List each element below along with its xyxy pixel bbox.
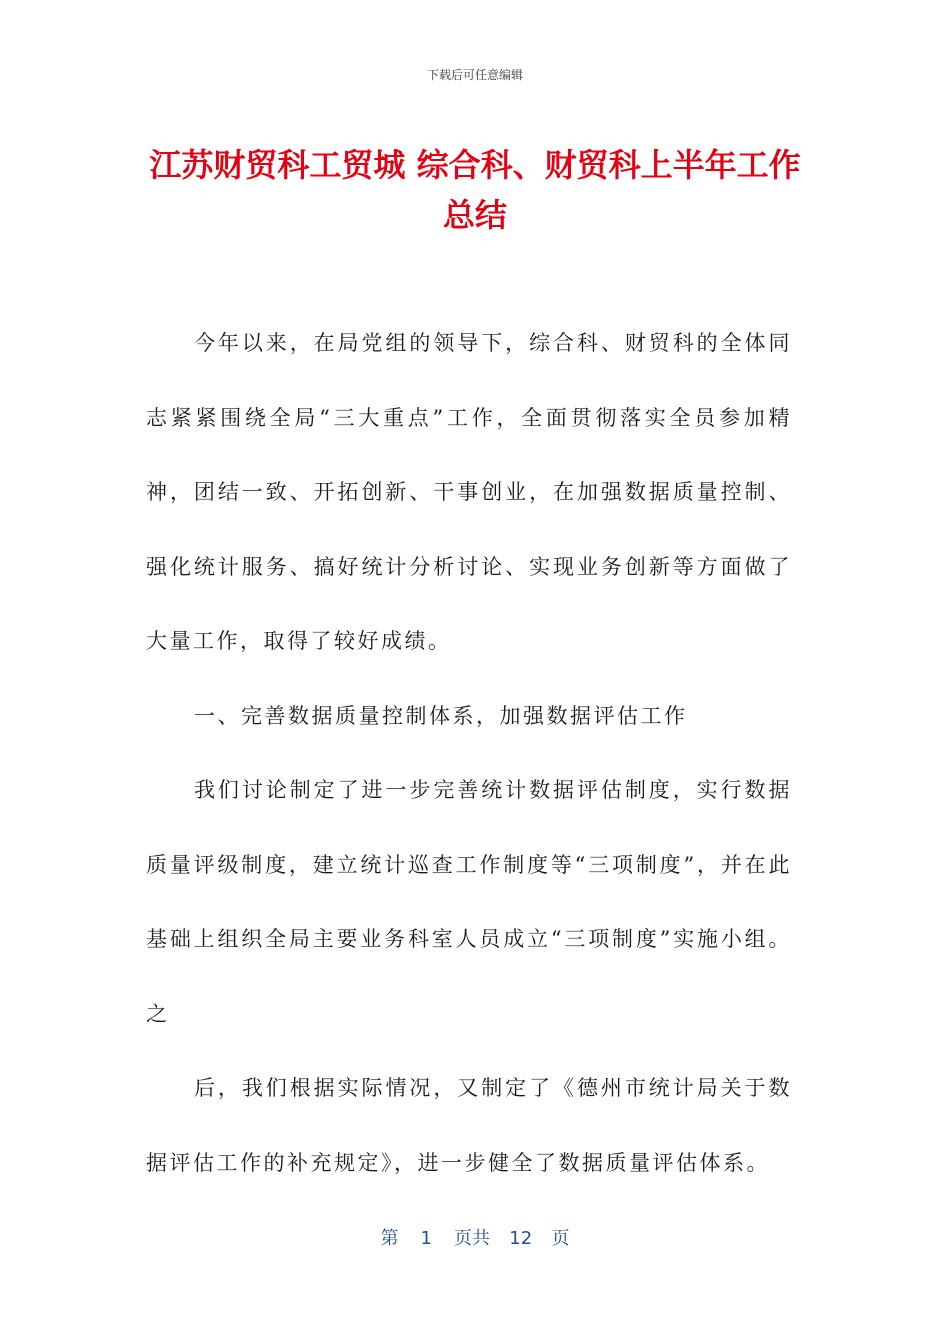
paragraph-intro: 今年以来，在局党组的领导下，综合科、财贸科的全体同志紧紧围绕全局“三大重点”工作，全面贯彻落实全员参加精神，团结一致、开拓创新、干事创业，在加强数据质量控制、强化统计服务、搞好统计分析讨论、实现业务创新等方面做了大量工作，取得了较好成绩。 — [146, 331, 792, 653]
document-body — [146, 306, 792, 1200]
page-suffix: 页 — [551, 1228, 570, 1249]
paragraph-supplement: 后，我们根据实际情况，又制定了《德州市统计局关于数据评估工作的补充规定》，进一步健全了数据质量评估体系。 — [146, 1076, 792, 1175]
section-heading: 一、完善数据质量控制体系，加强数据评估工作 — [194, 703, 688, 728]
page-footer — [0, 1224, 950, 1250]
page-prefix: 第 — [380, 1228, 399, 1249]
document-title: 江苏财贸科工贸城 综合科、财贸科上半年工作总结 — [149, 146, 801, 234]
page-current: 1 — [420, 1228, 432, 1249]
paragraph-measures: 我们讨论制定了进一步完善统计数据评估制度，实行数据质量评级制度，建立统计巡查工作制度等“三项制度”，并在此基础上组织全局主要业务科室人员成立“三项制度”实施小组。之 — [146, 778, 792, 1026]
page-mid: 页共 — [454, 1228, 490, 1249]
page-total: 12 — [509, 1228, 533, 1249]
header-note: 下载后可任意编辑 — [426, 68, 523, 82]
